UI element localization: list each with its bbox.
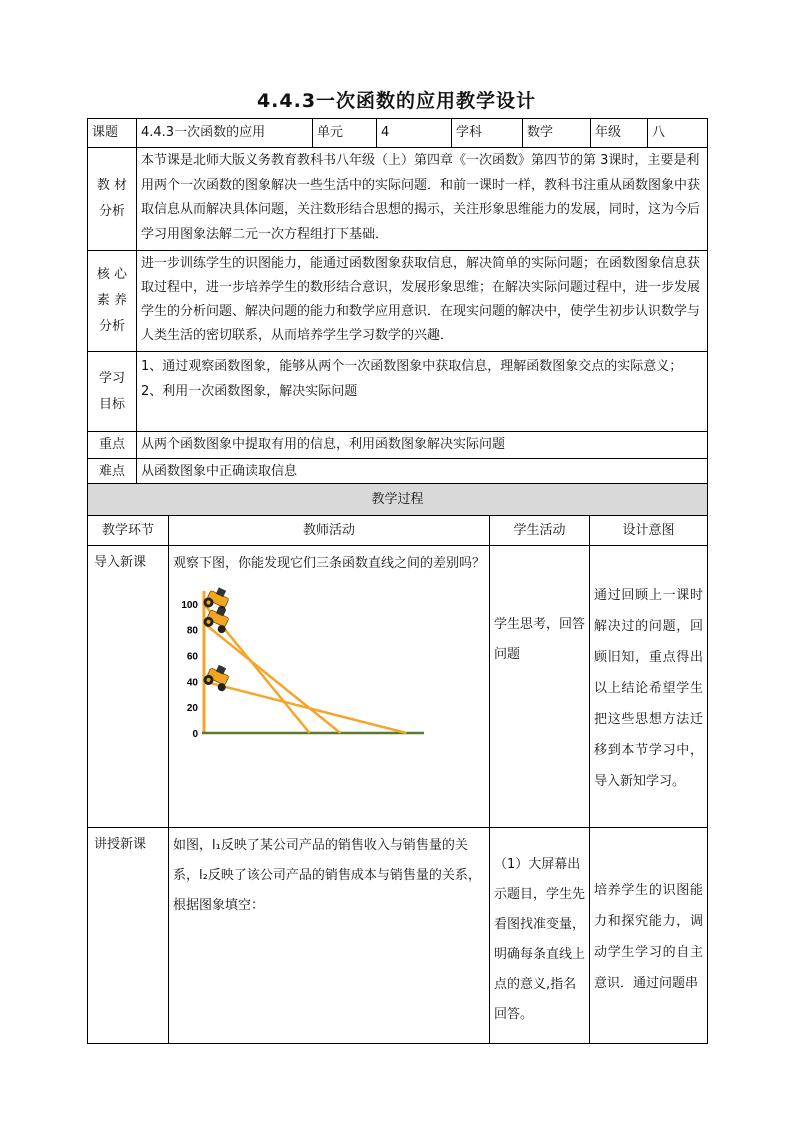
y-tick-label: 60 xyxy=(186,651,198,663)
row-content-key: 从两个函数图象中提取有用的信息，利用函数图象解决实际问题 xyxy=(137,432,708,459)
page-title: 4.4.3一次函数的应用教学设计 xyxy=(256,90,537,112)
y-tick-label: 20 xyxy=(186,703,198,715)
topic-value: 4.4.3一次函数的应用 xyxy=(137,119,313,148)
subject-value: 数学 xyxy=(523,119,591,148)
row-label-difficulty: 难点 xyxy=(88,459,137,486)
student-new: （1）大屏幕出示题目，学生先看图找准变量，明确每条直线上点的意义,指名回答。 xyxy=(490,828,590,1044)
row-label-material: 教 材 分析 xyxy=(88,148,137,251)
row-label-literacy: 核 心 素 养 分析 xyxy=(88,251,137,352)
subject-label: 学科 xyxy=(452,119,523,148)
y-tick-label: 40 xyxy=(186,677,198,689)
col-stage: 教学环节 xyxy=(88,516,169,546)
row-content-material: 本节课是北师大版义务教育教科书八年级（上）第四章《一次函数》第四节的第 3课时，主要是利用两个一次函数的图象解决一些生活中的实际问题．和前一课时一样，教科书注重从函数图象中获取信息从而解决具体问题，关注数形结合思想的揭示，关注形象思维能力的发展，同时，这为今后学习用图象法解二元一次方程组打下基础． xyxy=(137,148,708,251)
design-intro: 通过回顾上一课时解决过的问题，回顾旧知，重点得出以上结论希望学生把这些思想方法迁移到本节学习中，导入新知学习。 xyxy=(590,546,708,828)
y-tick-label: 100 xyxy=(181,599,198,611)
student-intro: 学生思考，回答问题 xyxy=(490,546,590,828)
process-header: 教学过程 xyxy=(88,484,708,516)
row-content-literacy: 进一步训练学生的识图能力，能通过函数图象获取信息，解决简单的实际问题；在函数图象信息获取过程中，进一步培养学生的数形结合意识，发展形象思维；在解决实际问题过程中，进一步发展学生的分析问题、解决问题的能力和数学应用意识．在现实问题的解决中，使学生初步认识数学与人类生活的密切联系，从而培养学生学习数学的兴趣． xyxy=(137,251,708,352)
row-content-goals: 1、通过观察函数图象，能够从两个一次函数图象中获取信息，理解函数图象交点的实际意义； 2、利用一次函数图象，解决实际问题 xyxy=(137,352,708,432)
y-tick-label: 0 xyxy=(192,729,198,740)
stage-intro: 导入新课 xyxy=(88,546,169,828)
grade-value: 八 xyxy=(648,119,708,148)
function-chart xyxy=(173,585,433,765)
series-line xyxy=(204,681,406,733)
topic-label: 课题 xyxy=(88,119,137,148)
chart-svg xyxy=(173,585,433,765)
design-new: 培养学生的识图能力和探究能力，调动学生学习的自主意识．通过问题串 xyxy=(590,828,708,1044)
row-content-difficulty: 从函数图象中正确读取信息 xyxy=(137,459,708,486)
teacher-new: 如图，l₁反映了某公司产品的销售收入与销售量的关系，l₂反映了该公司产品的销售成本与销售量的关系，根据图象填空： xyxy=(169,828,490,1044)
teacher-intro: 观察下图，你能发现它们三条函数直线之间的差别吗？ 100 80 60 40 20 0 xyxy=(169,546,490,828)
row-label-key: 重点 xyxy=(88,432,137,459)
info-table xyxy=(87,118,708,486)
stage-new: 讲授新课 xyxy=(88,828,169,1044)
unit-value: 4 xyxy=(377,119,452,148)
col-teacher: 教师活动 xyxy=(169,516,490,546)
y-tick-label: 80 xyxy=(186,625,198,637)
row-label-goals: 学习 目标 xyxy=(88,352,137,432)
col-student: 学生活动 xyxy=(490,516,590,546)
process-table xyxy=(87,483,708,1044)
unit-label: 单元 xyxy=(313,119,377,148)
col-design: 设计意图 xyxy=(590,516,708,546)
grade-label: 年级 xyxy=(591,119,648,148)
